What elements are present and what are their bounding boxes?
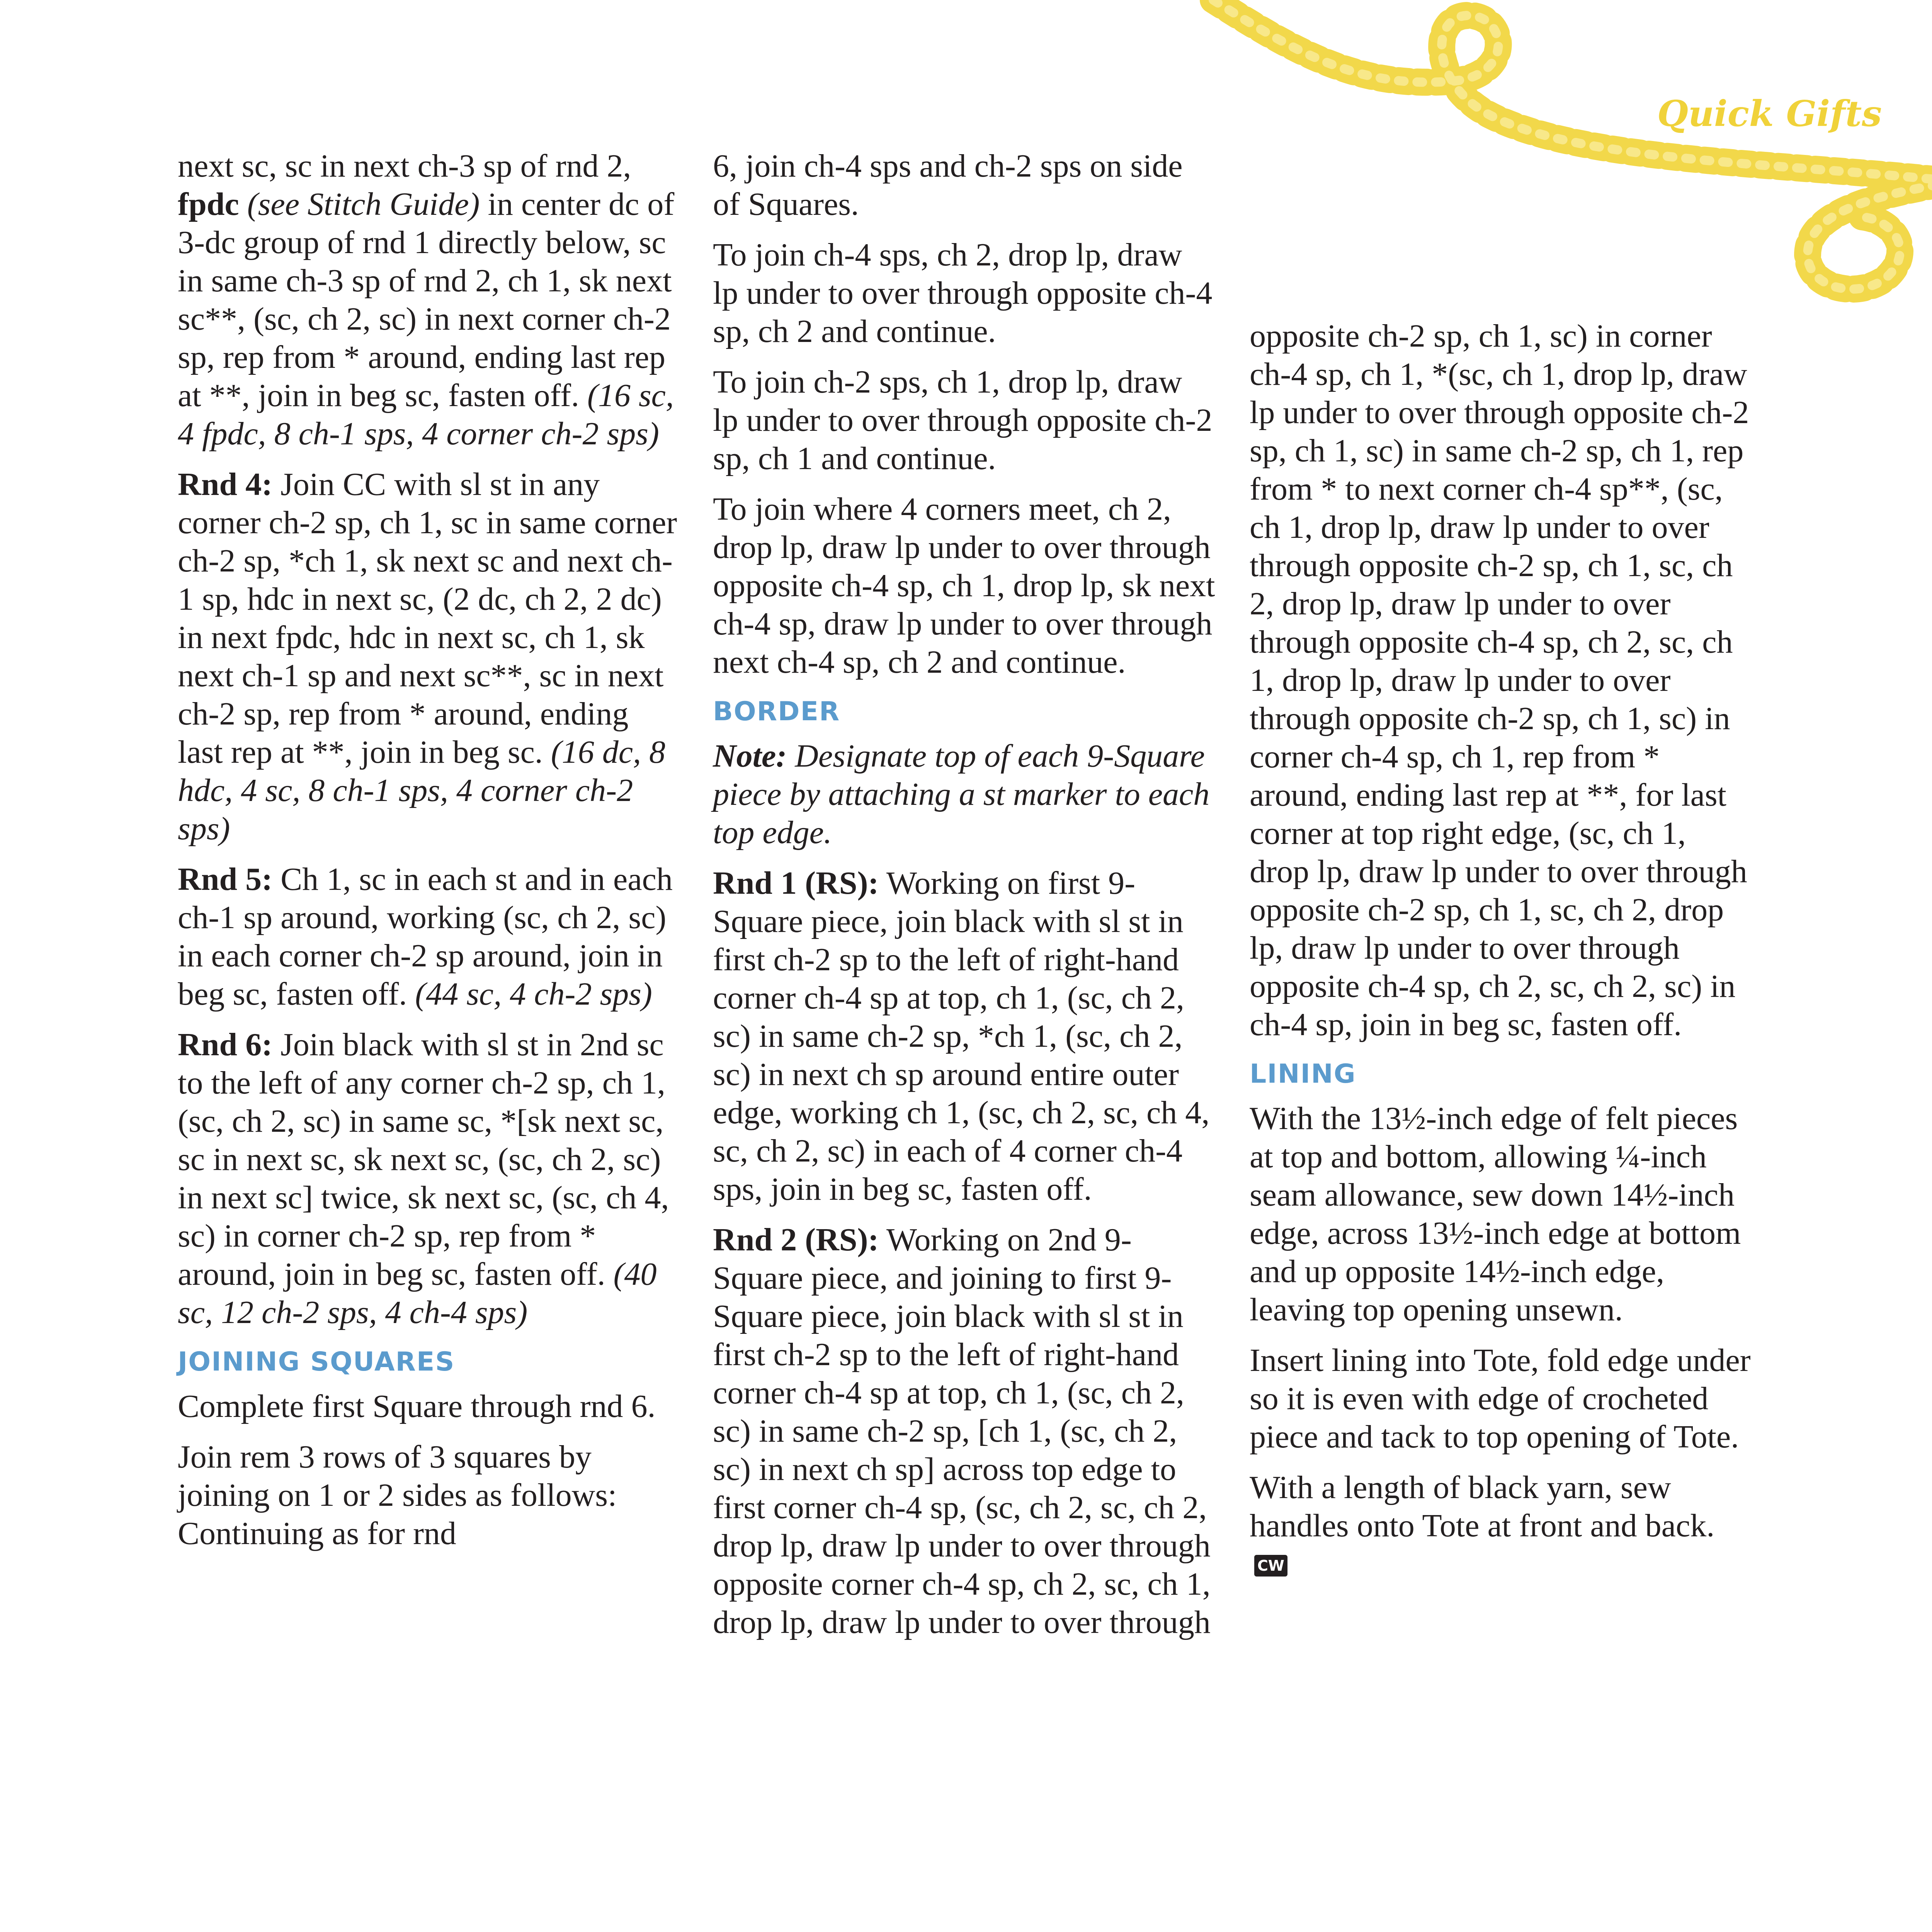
yellow-rope-icon xyxy=(1198,0,1932,309)
joining-paragraph: Join rem 3 rows of 3 squares by joining on 1 or 2 sides as follows: Continuing as for rnd xyxy=(178,1439,617,1551)
stitch-count: (40 sc, 12 ch-2 sps, 4 ch-4 sps) xyxy=(178,1256,657,1330)
column-2 xyxy=(713,147,1215,1654)
joining-paragraph: To join where 4 corners meet, ch 2, drop lp, draw lp under to over through opposite ch-4 sp, ch 1, drop lp, sk next ch-4 sp, draw lp under to over through next ch-4 sp, ch 2 and continue. xyxy=(713,491,1215,680)
border-heading: BORDER xyxy=(713,696,840,727)
border-note xyxy=(713,737,1215,852)
stitch-term: fpdc xyxy=(178,186,239,222)
rnd5-instruction xyxy=(178,860,680,1013)
note-label: Note: xyxy=(713,738,787,774)
stitch-guide-ref: (see Stitch Guide) xyxy=(239,186,480,222)
text: in center dc of 3-dc group of rnd 1 directly below, sc in same ch-3 sp of rnd 2, ch 1, sk next sc**, (sc, ch 2, sc) in next corner ch-2 sp, rep from * around, ending last rep at **, join in beg sc, fasten off. xyxy=(178,186,675,413)
text: Working on first 9-Square piece, join black with sl st in first ch-2 sp to the left of right-hand corner ch-4 sp at top, ch 1, (sc, ch 2, sc) in same ch-2 sp, *ch 1, (sc, ch 2, sc) in next ch sp around entire outer edge, working ch 1, (sc, ch 2, sc, ch 4, sc, ch 2, sc) in each of 4 corner ch-4 sps, join in beg sc, fasten off. xyxy=(713,865,1210,1207)
border-rnd2-continuation: opposite ch-2 sp, ch 1, sc) in corner ch-4 sp, ch 1, *(sc, ch 1, drop lp, draw lp under to over through opposite ch-2 sp, ch 1, sc) in same ch-2 sp, ch 1, rep from * to next corner ch-4 sp**, (sc, ch 1, drop lp, draw lp under to over through opposite ch-2 sp, ch 1, sc, ch 2, drop lp, draw lp under to over through opposite ch-4 sp, ch 2, sc, ch 1, drop lp, draw lp under to over through opposite ch-2 sp, ch 1, sc) in corner ch-4 sp, ch 1, rep from * around, ending last rep at **, for last corner at top right edge, (sc, ch 1, drop lp, draw lp under to over through opposite ch-2 sp, ch 1, sc, ch 2, drop lp, draw lp under to over through opposite ch-4 sp, ch 2, sc, ch 2, sc) in ch-4 sp, join in beg sc, fasten off. xyxy=(1250,318,1749,1043)
text: Join CC with sl st in any corner ch-2 sp, ch 1, sc in same corner ch-2 sp, *ch 1, sk next sc and next ch-1 sp, hdc in next sc, (2 dc, ch 2, 2 dc) in next fpdc, hdc in next sc, ch 1, sk next ch-1 sp and next sc**, sc in next ch-2 sp, rep from * around, ending last rep at **, join in beg sc. xyxy=(178,466,677,770)
round-label: Rnd 5: xyxy=(178,861,273,897)
stitch-count: (44 sc, 4 ch-2 sps) xyxy=(415,976,652,1012)
stitch-count: (16 dc, 8 hdc, 4 sc, 8 ch-1 sps, 4 corner ch-2 sps) xyxy=(178,734,666,847)
end-mark-icon: CW xyxy=(1254,1555,1287,1577)
lining-paragraph: With the 13½-inch edge of felt pieces at top and bottom, allowing ¼-inch seam allowance, sew down 14½-inch edge, across 13½-inch edge at bottom and up opposite 14½-inch edge, leaving top opening unsewn. xyxy=(1250,1100,1741,1328)
joining-paragraph: To join ch-2 sps, ch 1, drop lp, draw lp under to over through opposite ch-2 sp, ch 1 and continue. xyxy=(713,364,1213,476)
column-1 xyxy=(178,147,680,1565)
column-3 xyxy=(1250,317,1752,1595)
joining-paragraph: 6, join ch-4 sps and ch-2 sps on side of Squares. xyxy=(713,148,1183,222)
stitch-count: (16 sc, 4 fpdc, 8 ch-1 sps, 4 corner ch-2 sps) xyxy=(178,378,674,452)
note-text: Designate top of each 9-Square piece by attaching a st marker to each top edge. xyxy=(713,738,1210,850)
joining-paragraph: To join ch-4 sps, ch 2, drop lp, draw lp under to over through opposite ch-4 sp, ch 2 and continue. xyxy=(713,237,1213,349)
text: Join black with sl st in 2nd sc to the left of any corner ch-2 sp, ch 1, (sc, ch 2, sc) in same sc, *[sk next sc, sc in next sc, sk next sc, (sc, ch 2, sc) in next sc] twice, sk next sc, (sc, ch 4, sc) in corner ch-2 sp, rep from * around, join in beg sc, fasten off. xyxy=(178,1027,669,1292)
lining-paragraph xyxy=(1250,1468,1752,1583)
border-rnd1-instruction xyxy=(713,864,1215,1208)
rnd6-instruction xyxy=(178,1026,680,1332)
rnd4-instruction xyxy=(178,465,680,848)
joining-paragraph: Complete first Square through rnd 6. xyxy=(178,1388,656,1424)
rnd3-continuation xyxy=(178,147,680,453)
joining-squares-heading: JOINING SQUARES xyxy=(178,1347,455,1377)
round-label: Rnd 6: xyxy=(178,1027,273,1063)
round-label: Rnd 2 (RS): xyxy=(713,1222,879,1258)
text: With a length of black yarn, sew handles onto Tote at front and back. xyxy=(1250,1469,1715,1544)
text: Working on 2nd 9-Square piece, and joining to first 9-Square piece, join black with sl st in first ch-2 sp to the left of right-hand corner ch-4 sp at top, ch 1, (sc, ch 2, sc) in same ch-2 sp, [ch 1, (sc, ch 2, sc) in next ch sp] across top edge to first corner ch-4 sp, (sc, ch 2, sc, ch 2, drop lp, draw lp under to over through opposite corner ch-4 sp, ch 2, sc, ch 1, drop lp, draw lp under to over through xyxy=(713,1222,1211,1640)
section-header: Quick Gifts xyxy=(1657,93,1882,134)
lining-heading: LINING xyxy=(1250,1059,1356,1089)
text: Ch 1, sc in each st and in each ch-1 sp around, working (sc, ch 2, sc) in each corner ch-2 sp around, join in beg sc, fasten off. xyxy=(178,861,673,1012)
text: next sc, sc in next ch-3 sp of rnd 2, xyxy=(178,148,631,184)
border-rnd2-instruction xyxy=(713,1221,1215,1641)
round-label: Rnd 4: xyxy=(178,466,273,502)
lining-paragraph: Insert lining into Tote, fold edge under so it is even with edge of crocheted piece and tack to top opening of Tote. xyxy=(1250,1342,1751,1455)
round-label: Rnd 1 (RS): xyxy=(713,865,879,901)
